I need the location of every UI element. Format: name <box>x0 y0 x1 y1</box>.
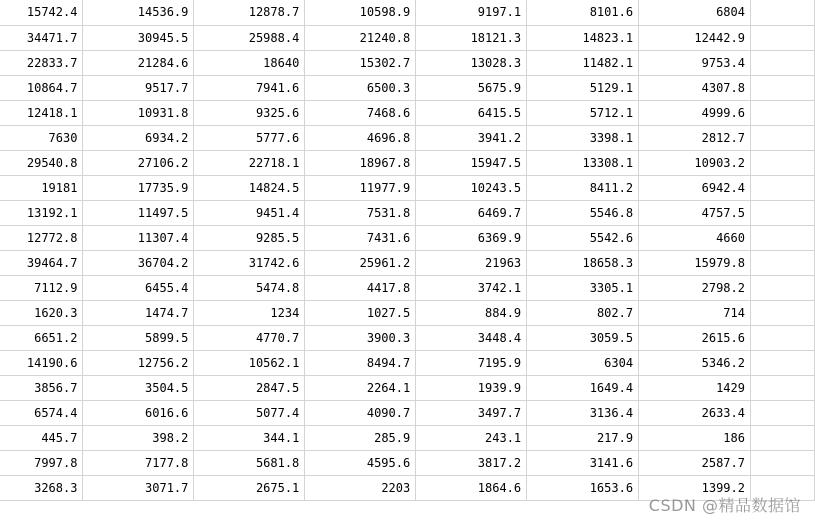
table-cell[interactable]: 30945.5 <box>83 25 194 50</box>
table-cell[interactable]: 9285.5 <box>194 225 305 250</box>
table-cell[interactable]: 7112.9 <box>0 275 83 300</box>
table-cell[interactable]: 7177.8 <box>83 450 194 475</box>
table-row <box>0 325 815 350</box>
table-cell[interactable]: 714 <box>639 300 751 325</box>
table-cell[interactable]: 12418.1 <box>0 100 83 125</box>
table-cell[interactable]: 344.1 <box>194 425 305 450</box>
table-cell[interactable]: 15979.8 <box>639 250 751 275</box>
table-cell[interactable]: 8101.6 <box>527 0 639 25</box>
table-cell[interactable]: 3742.1 <box>416 275 527 300</box>
table-cell[interactable]: 1649.4 <box>527 375 639 400</box>
table-cell[interactable]: 9197.1 <box>416 0 527 25</box>
table-cell-empty[interactable] <box>750 50 814 75</box>
table-cell[interactable]: 7941.6 <box>194 75 305 100</box>
table-cell[interactable]: 5474.8 <box>194 275 305 300</box>
table-cell[interactable]: 14190.6 <box>0 350 83 375</box>
table-row <box>0 100 815 125</box>
table-cell[interactable]: 4660 <box>639 225 751 250</box>
table-cell[interactable]: 4595.6 <box>305 450 416 475</box>
table-cell[interactable]: 31742.6 <box>194 250 305 275</box>
table-row <box>0 425 815 450</box>
table-cell[interactable]: 10903.2 <box>639 150 751 175</box>
table-cell[interactable]: 2675.1 <box>194 475 305 500</box>
table-cell[interactable]: 25988.4 <box>194 25 305 50</box>
table-cell[interactable]: 5681.8 <box>194 450 305 475</box>
table-cell[interactable]: 1620.3 <box>0 300 83 325</box>
table-cell[interactable]: 3059.5 <box>527 325 639 350</box>
table-cell[interactable]: 3141.6 <box>527 450 639 475</box>
table-cell[interactable]: 6455.4 <box>83 275 194 300</box>
table-cell[interactable]: 4417.8 <box>305 275 416 300</box>
table-cell[interactable]: 2633.4 <box>639 400 751 425</box>
table-row <box>0 450 815 475</box>
table-cell[interactable]: 3398.1 <box>527 125 639 150</box>
table-cell[interactable]: 3941.2 <box>416 125 527 150</box>
table-cell[interactable]: 5077.4 <box>194 400 305 425</box>
table-row <box>0 350 815 375</box>
table-cell-empty[interactable] <box>750 25 814 50</box>
table-cell[interactable]: 39464.7 <box>0 250 83 275</box>
table-cell[interactable]: 3448.4 <box>416 325 527 350</box>
table-cell[interactable]: 9753.4 <box>639 50 751 75</box>
table-cell[interactable]: 7997.8 <box>0 450 83 475</box>
table-cell[interactable]: 25961.2 <box>305 250 416 275</box>
table-row <box>0 400 815 425</box>
table-cell[interactable]: 18640 <box>194 50 305 75</box>
table-cell[interactable]: 5675.9 <box>416 75 527 100</box>
table-row <box>0 50 815 75</box>
table-cell[interactable]: 4999.6 <box>639 100 751 125</box>
table-cell[interactable]: 5129.1 <box>527 75 639 100</box>
table-cell[interactable]: 18121.3 <box>416 25 527 50</box>
table-cell[interactable]: 19181 <box>0 175 83 200</box>
table-row <box>0 225 815 250</box>
table-cell[interactable]: 1027.5 <box>305 300 416 325</box>
table-cell[interactable]: 1474.7 <box>83 300 194 325</box>
table-cell-empty[interactable] <box>750 450 814 475</box>
table-cell[interactable]: 10598.9 <box>305 0 416 25</box>
table-cell[interactable]: 5546.8 <box>527 200 639 225</box>
table-cell[interactable]: 12772.8 <box>0 225 83 250</box>
table-cell[interactable]: 9517.7 <box>83 75 194 100</box>
table-cell[interactable]: 243.1 <box>416 425 527 450</box>
table-cell[interactable]: 14824.5 <box>194 175 305 200</box>
table-cell[interactable]: 5542.6 <box>527 225 639 250</box>
table-cell[interactable]: 7468.6 <box>305 100 416 125</box>
table-cell[interactable]: 12878.7 <box>194 0 305 25</box>
table-cell[interactable]: 1234 <box>194 300 305 325</box>
table-cell-empty[interactable] <box>750 150 814 175</box>
table-cell[interactable]: 3268.3 <box>0 475 83 500</box>
table-cell-empty[interactable] <box>750 375 814 400</box>
table-cell[interactable]: 6369.9 <box>416 225 527 250</box>
table-cell[interactable]: 9451.4 <box>194 200 305 225</box>
table-row <box>0 275 815 300</box>
table-cell[interactable]: 3856.7 <box>0 375 83 400</box>
table-cell[interactable]: 3497.7 <box>416 400 527 425</box>
table-cell[interactable]: 7630 <box>0 125 83 150</box>
table-cell[interactable]: 5777.6 <box>194 125 305 150</box>
table-cell[interactable]: 11307.4 <box>83 225 194 250</box>
table-cell-empty[interactable] <box>750 250 814 275</box>
table-cell[interactable]: 9325.6 <box>194 100 305 125</box>
table-cell[interactable]: 2798.2 <box>639 275 751 300</box>
table-cell[interactable]: 14823.1 <box>527 25 639 50</box>
table-cell[interactable]: 11482.1 <box>527 50 639 75</box>
table-cell-empty[interactable] <box>750 275 814 300</box>
table-cell-empty[interactable] <box>750 75 814 100</box>
table-cell[interactable]: 3900.3 <box>305 325 416 350</box>
table-cell-empty[interactable] <box>750 125 814 150</box>
table-cell[interactable]: 22833.7 <box>0 50 83 75</box>
table-cell[interactable]: 36704.2 <box>83 250 194 275</box>
table-cell[interactable]: 2615.6 <box>639 325 751 350</box>
table-cell[interactable]: 3504.5 <box>83 375 194 400</box>
table-cell-empty[interactable] <box>750 475 814 500</box>
table-cell[interactable]: 11497.5 <box>83 200 194 225</box>
table-cell[interactable]: 18967.8 <box>305 150 416 175</box>
table-cell-empty[interactable] <box>750 400 814 425</box>
table-cell[interactable]: 802.7 <box>527 300 639 325</box>
watermark: CSDN @精品数据馆 <box>648 496 801 515</box>
table-cell[interactable]: 7431.6 <box>305 225 416 250</box>
table-cell[interactable]: 6942.4 <box>639 175 751 200</box>
table-cell[interactable]: 5899.5 <box>83 325 194 350</box>
table-cell[interactable]: 217.9 <box>527 425 639 450</box>
table-cell-empty[interactable] <box>750 100 814 125</box>
table-cell[interactable]: 4307.8 <box>639 75 751 100</box>
table-cell[interactable]: 13028.3 <box>416 50 527 75</box>
table-cell[interactable]: 12756.2 <box>83 350 194 375</box>
table-cell[interactable]: 14536.9 <box>83 0 194 25</box>
table-cell[interactable]: 6934.2 <box>83 125 194 150</box>
table-cell[interactable]: 2587.7 <box>639 450 751 475</box>
table-cell-empty[interactable] <box>750 325 814 350</box>
table-row <box>0 250 815 275</box>
table-cell[interactable]: 4757.5 <box>639 200 751 225</box>
table-cell[interactable]: 6651.2 <box>0 325 83 350</box>
table-cell-empty[interactable] <box>750 300 814 325</box>
table-cell[interactable]: 1399.2 <box>639 475 751 500</box>
table-cell[interactable]: 11977.9 <box>305 175 416 200</box>
table-cell[interactable]: 2847.5 <box>194 375 305 400</box>
table-cell[interactable]: 7531.8 <box>305 200 416 225</box>
table-row <box>0 0 815 25</box>
table-cell[interactable]: 5346.2 <box>639 350 751 375</box>
table-cell[interactable]: 34471.7 <box>0 25 83 50</box>
table-cell-empty[interactable] <box>750 225 814 250</box>
table-cell[interactable]: 1653.6 <box>527 475 639 500</box>
table-cell[interactable]: 5712.1 <box>527 100 639 125</box>
table-cell[interactable]: 6574.4 <box>0 400 83 425</box>
table-cell-empty[interactable] <box>750 425 814 450</box>
table-cell[interactable]: 18658.3 <box>527 250 639 275</box>
table-row <box>0 150 815 175</box>
table-cell[interactable]: 7195.9 <box>416 350 527 375</box>
table-cell[interactable]: 398.2 <box>83 425 194 450</box>
table-row <box>0 375 815 400</box>
table-cell[interactable]: 4770.7 <box>194 325 305 350</box>
table-cell[interactable]: 15742.4 <box>0 0 83 25</box>
table-cell[interactable]: 4090.7 <box>305 400 416 425</box>
table-cell[interactable]: 6415.5 <box>416 100 527 125</box>
table-cell[interactable]: 884.9 <box>416 300 527 325</box>
table-row <box>0 200 815 225</box>
table-cell-empty[interactable] <box>750 0 814 25</box>
table-cell[interactable]: 2812.7 <box>639 125 751 150</box>
table-cell[interactable]: 6304 <box>527 350 639 375</box>
table-cell-empty[interactable] <box>750 200 814 225</box>
table-row <box>0 75 815 100</box>
table-cell[interactable]: 10931.8 <box>83 100 194 125</box>
table-cell[interactable]: 3136.4 <box>527 400 639 425</box>
table-row <box>0 475 815 500</box>
table-cell-empty[interactable] <box>750 350 814 375</box>
table-cell[interactable]: 22718.1 <box>194 150 305 175</box>
table-cell[interactable]: 1429 <box>639 375 751 400</box>
table-cell[interactable]: 15947.5 <box>416 150 527 175</box>
table-cell[interactable]: 12442.9 <box>639 25 751 50</box>
table-cell[interactable]: 2203 <box>305 475 416 500</box>
table-cell[interactable]: 285.9 <box>305 425 416 450</box>
table-cell[interactable]: 17735.9 <box>83 175 194 200</box>
table-row <box>0 25 815 50</box>
table-cell[interactable]: 13308.1 <box>527 150 639 175</box>
table-cell[interactable]: 13192.1 <box>0 200 83 225</box>
table-cell[interactable]: 6469.7 <box>416 200 527 225</box>
table-cell[interactable]: 3817.2 <box>416 450 527 475</box>
table-cell[interactable]: 3305.1 <box>527 275 639 300</box>
table-cell[interactable]: 10864.7 <box>0 75 83 100</box>
table-row <box>0 175 815 200</box>
table-cell[interactable]: 1939.9 <box>416 375 527 400</box>
table-cell[interactable]: 186 <box>639 425 751 450</box>
table-cell[interactable]: 15302.7 <box>305 50 416 75</box>
table-cell[interactable]: 6500.3 <box>305 75 416 100</box>
table-cell[interactable]: 445.7 <box>0 425 83 450</box>
table-cell[interactable]: 8494.7 <box>305 350 416 375</box>
table-cell[interactable]: 27106.2 <box>83 150 194 175</box>
table-row <box>0 300 815 325</box>
table-cell[interactable]: 10243.5 <box>416 175 527 200</box>
table-cell[interactable]: 6016.6 <box>83 400 194 425</box>
table-cell[interactable]: 29540.8 <box>0 150 83 175</box>
table-cell[interactable]: 6804 <box>639 0 751 25</box>
table-cell[interactable]: 21963 <box>416 250 527 275</box>
table-cell[interactable]: 10562.1 <box>194 350 305 375</box>
table-row <box>0 125 815 150</box>
table-cell[interactable]: 3071.7 <box>83 475 194 500</box>
table-cell[interactable]: 1864.6 <box>416 475 527 500</box>
table-cell[interactable]: 21284.6 <box>83 50 194 75</box>
table-cell-empty[interactable] <box>750 175 814 200</box>
table-cell[interactable]: 4696.8 <box>305 125 416 150</box>
table-cell[interactable]: 21240.8 <box>305 25 416 50</box>
table-cell[interactable]: 8411.2 <box>527 175 639 200</box>
table-cell[interactable]: 2264.1 <box>305 375 416 400</box>
